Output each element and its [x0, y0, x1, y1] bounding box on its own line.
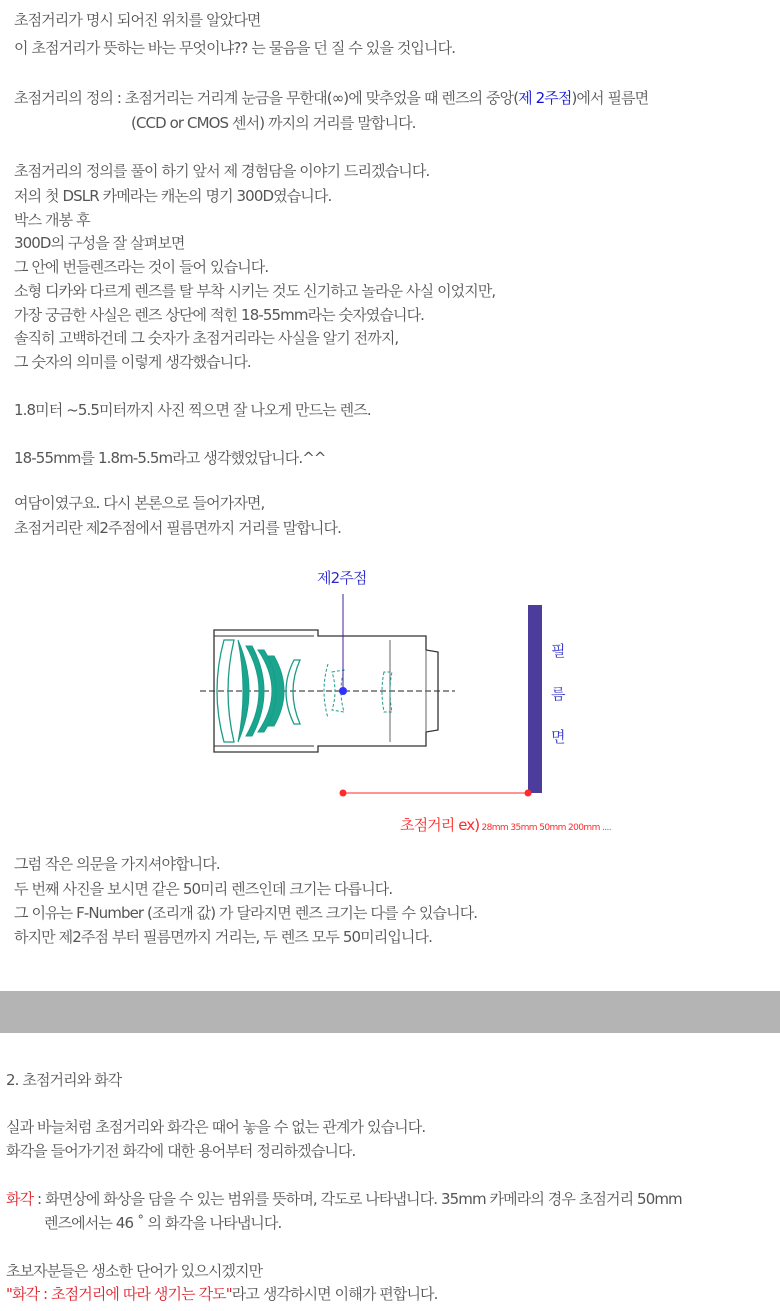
angle-definition-line-1 [6, 1189, 682, 1209]
film-plane-char: 면 [551, 728, 565, 746]
section2-paragraph-line: 화각을 들어가기전 화각에 대한 용어부터 정리하겠습니다. [6, 1142, 356, 1160]
definition-line-2: (CCD or CMOS 센서) 까지의 거리를 말합니다. [131, 114, 416, 132]
section2-title: 2. 초점거리와 화각 [6, 1071, 122, 1089]
focal-label-text: 초점거리 ex) [400, 816, 480, 834]
angle-quote: "화각 : 초점거리에 따라 생기는 각도" [6, 1285, 232, 1303]
question-line: 그럼 작은 의문을 가지셔야합니다. [14, 855, 220, 873]
thought-line-2: 18-55mm를 1.8m-5.5m라고 생각했었답니다.^^ [14, 449, 326, 467]
question-line: 그 이유는 F-Number (조리개 값) 가 달라지면 렌즈 크기는 다를 수 있습니다. [14, 904, 478, 922]
second-principal-point [339, 687, 347, 695]
story-line: 박스 개봉 후 [14, 211, 90, 229]
section2-paragraph-line: 실과 바늘처럼 초점거리와 화각은 때어 놓을 수 없는 관계가 있습니다. [6, 1118, 426, 1136]
second-principal-highlight: 제 2주점 [518, 89, 572, 107]
story-line: 소형 디카와 다르게 렌즈를 탈 부착 시키는 것도 신기하고 놀라운 사실 이었지만, [14, 282, 496, 300]
definition-line-1 [14, 88, 648, 108]
thought-line-1: 1.8미터 ~5.5미터까지 사진 찍으면 잘 나오게 만드는 렌즈. [14, 401, 371, 419]
intro-line-2: 이 초점거리가 뜻하는 바는 무엇이냐?? 는 물음을 던 질 수 있을 것입니다. [14, 39, 456, 57]
story-line: 300D의 구성을 잘 살펴보면 [14, 234, 185, 252]
back-line: 여담이였구요. 다시 본론으로 들어가자면, [14, 494, 265, 512]
definition-prefix: 초점거리의 정의 : 초점거리는 거리계 눈금을 무한대(∞)에 맞추었을 때 렌즈의 중앙( [14, 89, 519, 107]
question-line: 두 번째 사진을 보시면 같은 50미리 렌즈인데 크기는 다릅니다. [14, 880, 393, 898]
second-principal-label: 제2주점 [317, 569, 367, 587]
story-line: 저의 첫 DSLR 카메라는 캐논의 명기 300D였습니다. [14, 187, 332, 205]
focal-line-start-dot [340, 790, 347, 797]
quote-line [6, 1284, 438, 1304]
focal-distance-label [400, 814, 611, 835]
intro-line-1: 초점거리가 명시 되어진 위치를 알았다면 [14, 11, 261, 29]
angle-definition: : 화면상에 화상을 담을 수 있는 범위를 뜻하며, 각도로 나타냅니다. 35mm 카메라의 경우 초점거리 50mm [33, 1190, 682, 1208]
front-element-5 [286, 660, 300, 724]
question-line: 하지만 제2주점 부터 필름면까지 거리는, 두 렌즈 모두 50미리입니다. [14, 928, 432, 946]
story-line: 가장 궁금한 사실은 렌즈 상단에 적힌 18-55mm라는 숫자였습니다. [14, 306, 425, 324]
story-line: 그 숫자의 의미를 이렇게 생각했습니다. [14, 353, 251, 371]
section-divider-bar [0, 991, 780, 1033]
film-plane-char: 필 [551, 642, 565, 660]
film-plane-char: 름 [551, 685, 565, 703]
angle-term: 화각 [6, 1190, 34, 1208]
back-line: 초점거리란 제2주점에서 필름면까지 거리를 말합니다. [14, 519, 341, 537]
story-line: 초점거리의 정의를 풀이 하기 앞서 제 경험담을 이야기 드리겠습니다. [14, 162, 430, 180]
focal-line-end-dot [525, 790, 532, 797]
focal-examples: 28mm 35mm 50mm 200mm .... [479, 823, 612, 833]
definition-suffix: )에서 필름면 [571, 89, 649, 107]
quote-suffix: 라고 생각하시면 이해가 편합니다. [231, 1285, 438, 1303]
film-plane [528, 605, 542, 793]
angle-definition-line-2: 렌즈에서는 46 ˚ 의 화각을 나타냅니다. [44, 1214, 282, 1232]
story-line: 그 안에 번들렌즈라는 것이 들어 있습니다. [14, 258, 269, 276]
story-line: 솔직히 고백하건데 그 숫자가 초점거리라는 사실을 알기 전까지, [14, 329, 399, 347]
beginner-note: 초보자분들은 생소한 단어가 있으시겠지만 [6, 1262, 263, 1280]
